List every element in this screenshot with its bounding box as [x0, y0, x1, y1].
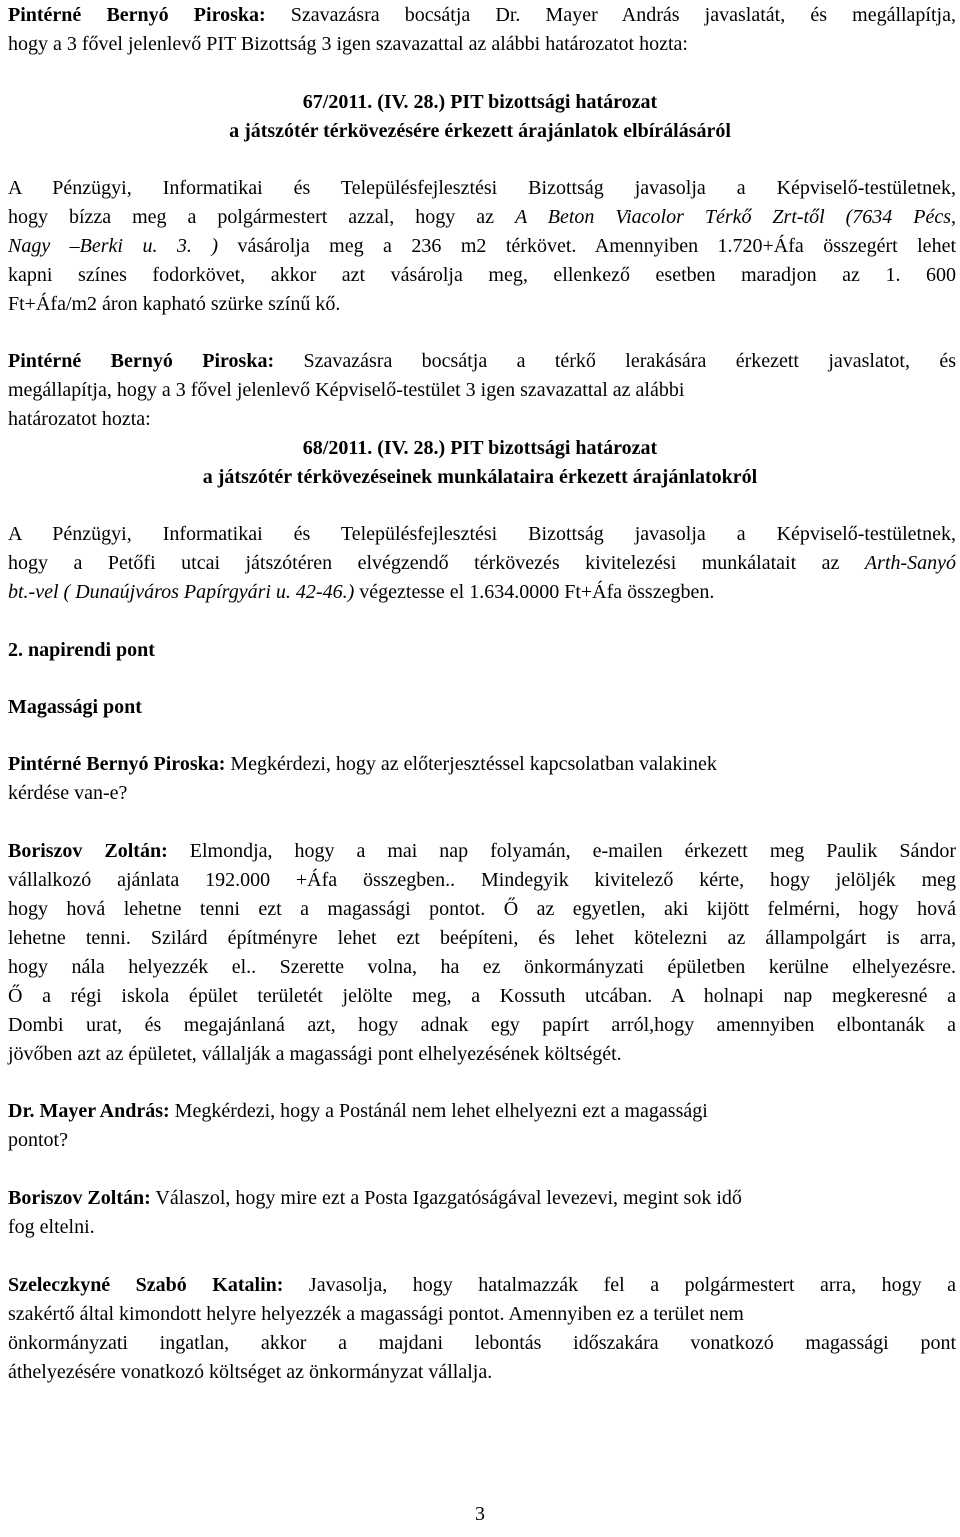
paragraph-line: Pintérné Bernyó Piroska: Szavazásra bocsátja a térkő lerakására érkezett javaslatot, és [8, 350, 957, 372]
agenda-subheading: Magassági pont [8, 696, 142, 718]
paragraph-line: Nagy –Berki u. 3. ) vásárolja meg a 236 m2 térkövet. Amennyiben 1.720+Áfa összegért lehet [8, 235, 956, 257]
paragraph-line: Dr. Mayer András: Megkérdezi, hogy a Postánál nem lehet elhelyezni ezt a magassági [8, 1100, 708, 1122]
paragraph-line: hogy a 3 fővel jelenlevő PIT Bizottság 3 igen szavazattal az alábbi határozatot hozta: [8, 33, 688, 55]
paragraph-line: Ő a régi iskola épület területét jelölte meg, a Kossuth utcában. A holnapi nap megkeresné a [8, 985, 956, 1007]
paragraph-line: bt.-vel ( Dunaújváros Papírgyári u. 42-46.) végeztesse el 1.634.0000 Ft+Áfa összegben. [8, 581, 715, 603]
paragraph-line: lehetne tenni. Szilárd építményre lehet ezt beépíteni, és lehet kötelezni az állampolgárt is arra, [8, 927, 956, 949]
speaker-name: Szeleczkyné Szabó Katalin: [8, 1274, 284, 1296]
speaker-name: Boriszov Zoltán: [8, 840, 168, 862]
paragraph-line: hogy bízza meg a polgármestert azzal, hogy az A Beton Viacolor Térkő Zrt-től (7634 Pécs, [8, 206, 956, 228]
resolution-subject: a játszótér térkövezésére érkezett árajánlatok elbírálásáról [229, 120, 731, 142]
paragraph-line: hogy a Petőfi utcai játszótéren elvégzendő térkövezés kivitelezési munkálatait az Arth-Sanyó [8, 552, 956, 574]
speaker-name: Dr. Mayer András: [8, 1100, 170, 1122]
paragraph-line: önkormányzati ingatlan, akkor a majdani lebontás időszakára vonatkozó magassági pont [8, 1332, 956, 1354]
paragraph-line: pontot? [8, 1129, 68, 1151]
resolution-number: 67/2011. (IV. 28.) PIT bizottsági határozat [302, 91, 658, 113]
paragraph-line: határozatot hozta: [8, 408, 151, 430]
paragraph-line: kapni színes fodorkövet, akkor azt vásárolja meg, ellenkező esetben maradjon az 1. 600 [8, 264, 956, 286]
speaker-name: Pintérné Bernyó Piroska: [8, 753, 226, 775]
paragraph-line: vállalkozó ajánlata 192.000 +Áfa összegben.. Mindegyik kivitelező kérte, hogy jelöljék meg [8, 869, 956, 891]
paragraph-line: A Pénzügyi, Informatikai és Településfejlesztési Bizottság javasolja a Képviselő-testületnek, [8, 177, 956, 199]
speaker-name: Pintérné Bernyó Piroska: [8, 350, 275, 372]
paragraph-line: Szeleczkyné Szabó Katalin: Javasolja, hogy hatalmazzák fel a polgármestert arra, hogy a [8, 1274, 956, 1296]
page-number: 3 [475, 1503, 485, 1525]
paragraph-line: Dombi urat, és megajánlaná azt, hogy adnak egy papírt arról,hogy amennyiben elbontanák a [8, 1014, 956, 1036]
paragraph-line: jövőben azt az épületet, vállalják a magassági pont elhelyezésének költségét. [8, 1043, 622, 1065]
resolution-subject: a játszótér térkövezéseinek munkálataira érkezett árajánlatokról [202, 466, 758, 488]
resolution-number: 68/2011. (IV. 28.) PIT bizottsági határozat [302, 437, 658, 459]
paragraph-line: Ft+Áfa/m2 áron kapható szürke színű kő. [8, 293, 341, 315]
paragraph-line: Boriszov Zoltán: Válaszol, hogy mire ezt a Posta Igazgatóságával levezevi, megint sok idő [8, 1187, 742, 1209]
speaker-name: Boriszov Zoltán: [8, 1187, 151, 1209]
paragraph-line: fog eltelni. [8, 1216, 95, 1238]
speaker-name: Pintérné Bernyó Piroska: [8, 4, 266, 26]
paragraph-line: hogy nála helyezzék el.. Szerette volna, ha ez önkormányzati épületben kerülne elhelyezésre. [8, 956, 956, 978]
paragraph-line: hogy hová lehetne tenni ezt a magassági pontot. Ő az egyetlen, aki kijött felmérni, hogy hová [8, 898, 956, 920]
paragraph-line: Boriszov Zoltán: Elmondja, hogy a mai nap folyamán, e-mailen érkezett meg Paulik Sándor [8, 840, 957, 862]
paragraph-line: áthelyezésére vonatkozó költséget az önkormányzat vállalja. [8, 1361, 493, 1383]
paragraph-line: megállapítja, hogy a 3 fővel jelenlevő Képviselő-testület 3 igen szavazattal az alábbi [8, 379, 685, 401]
agenda-heading: 2. napirendi pont [8, 639, 155, 661]
paragraph-line: szakértő által kimondott helyre helyezzék a magassági pontot. Amennyiben ez a terület nem [8, 1303, 744, 1325]
paragraph-line: Pintérné Bernyó Piroska: Megkérdezi, hogy az előterjesztéssel kapcsolatban valakinek [8, 753, 717, 775]
paragraph-line: A Pénzügyi, Informatikai és Településfejlesztési Bizottság javasolja a Képviselő-testületnek, [8, 523, 956, 545]
paragraph-line: kérdése van-e? [8, 782, 128, 804]
paragraph-line: Pintérné Bernyó Piroska: Szavazásra bocsátja Dr. Mayer András javaslatát, és megállapítja, [8, 4, 956, 26]
